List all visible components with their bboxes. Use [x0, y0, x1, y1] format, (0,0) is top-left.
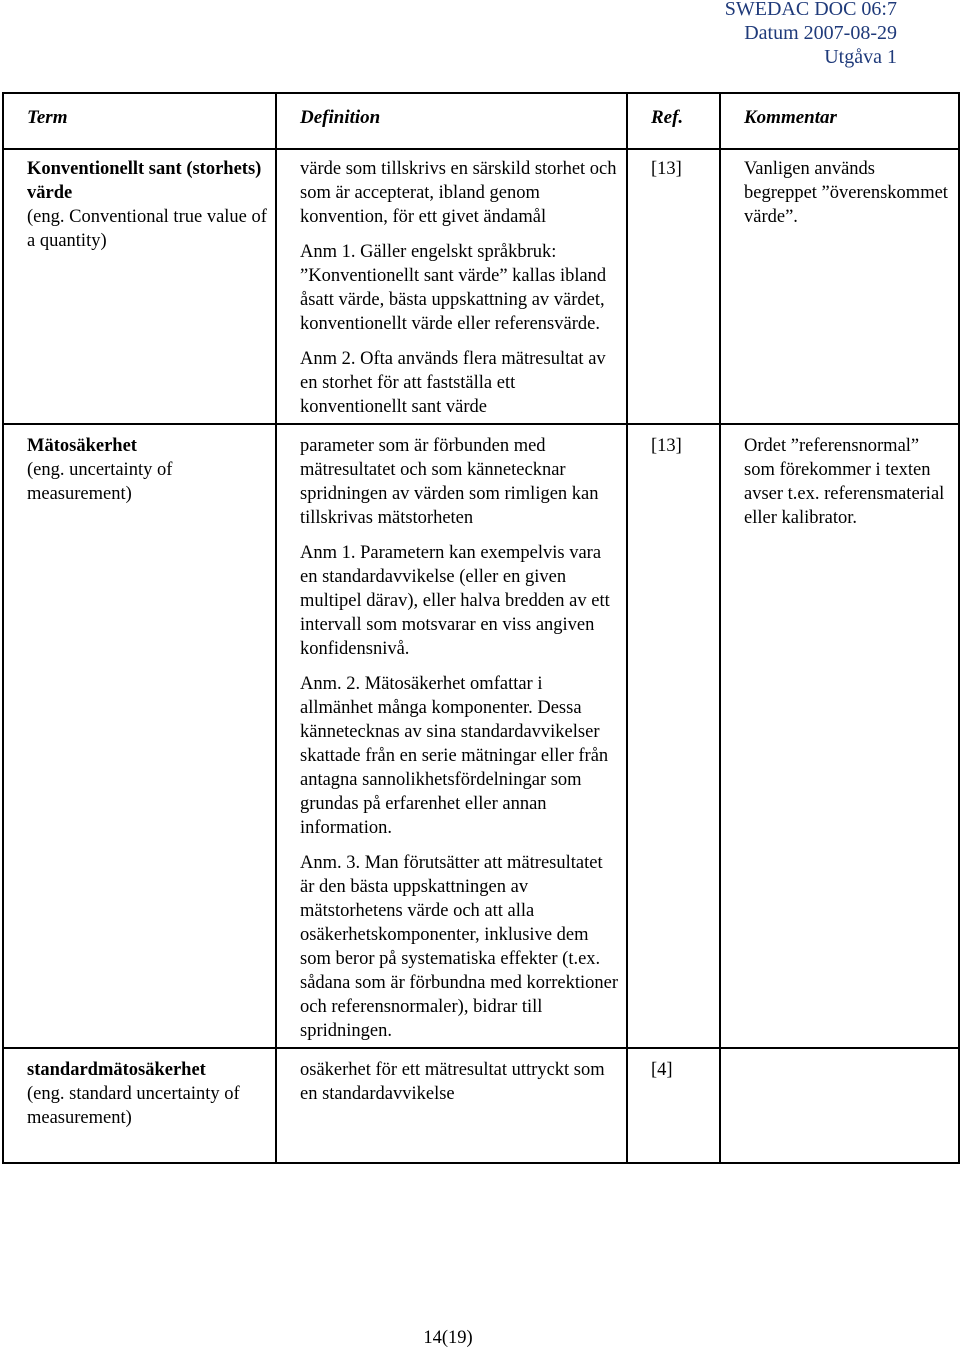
term-cell [3, 149, 276, 424]
document-header [725, 0, 897, 69]
document-id: SWEDAC DOC 06:7 [724, 0, 897, 20]
document-date: Datum 2007-08-29 [744, 22, 897, 44]
definition-note-2: Anm. 2. Mätosäkerhet omfattar i allmänhet många komponenter. Dessa kännetecknas av sina standardavvikelser skattade från en serie mätningar eller från antagna sannolikhetsfördelningar som grundas på erfarenhet eller annan information. [300, 674, 609, 838]
page-number: 14(19) [423, 1328, 473, 1348]
column-header-comment: Kommentar [720, 93, 959, 149]
table-row [3, 424, 959, 1048]
ref-cell [627, 149, 720, 424]
comment-cell [720, 149, 959, 424]
definition-note-1: Anm 1. Gäller engelskt språkbruk: ”Konventionellt sant värde” kallas ibland åsatt värde, bästa uppskattning av värdet, konventionellt värde eller referensvärde. [300, 242, 607, 334]
comment-text: Ordet ”referensnormal” som förekommer i texten avser t.ex. referensmaterial eller kalibrator. [744, 436, 945, 528]
reference: [13] [651, 436, 682, 456]
definition-note-2: Anm 2. Ofta används flera mätresultat av en storhet för att fastställa ett konventionellt sant värde [300, 349, 606, 417]
terms-table [2, 92, 960, 1164]
table-header-row [3, 93, 959, 149]
definition-cell [276, 149, 627, 424]
term-cell [3, 424, 276, 1048]
ref-cell [627, 1048, 720, 1163]
term-name: standardmätosäkerhet [27, 1060, 206, 1080]
ref-cell [627, 424, 720, 1048]
definition-cell [276, 1048, 627, 1163]
comment-cell [720, 1048, 959, 1163]
column-header-definition: Definition [276, 93, 627, 149]
definition-text: värde som tillskrivs en särskild storhet och som är accepterat, ibland genom konvention, för ett givet ändamål [300, 159, 617, 227]
column-header-ref: Ref. [627, 93, 720, 149]
definition-text: osäkerhet för ett mätresultat uttryckt som en standardavvikelse [300, 1060, 605, 1104]
term-cell [3, 1048, 276, 1163]
definition-cell [276, 424, 627, 1048]
term-name: Mätosäkerhet [27, 436, 137, 456]
comment-text: Vanligen används begreppet ”överenskommet värde”. [744, 159, 948, 227]
column-header-term: Term [3, 93, 276, 149]
reference: [13] [651, 159, 682, 179]
reference: [4] [651, 1060, 673, 1080]
definition-text: parameter som är förbunden med mätresultatet och som kännetecknar spridningen av värden som rimligen kan tillskrivas mätstorheten [300, 436, 599, 528]
comment-cell [720, 424, 959, 1048]
definition-note-3: Anm. 3. Man förutsätter att mätresultatet är den bästa uppskattningen av mätstorhetens värde och att alla osäkerhetskomponenter, inklusive dem som beror på systematiska effekter (t.ex. sådana som är förbundna med korrektioner och referensnormaler), bidrar till spridningen. [300, 853, 618, 1041]
term-english: (eng. uncertainty of measurement) [27, 460, 173, 504]
term-name: Konventionellt sant (storhets) värde [27, 159, 262, 203]
table-row [3, 149, 959, 424]
term-english: (eng. standard uncertainty of measurement) [27, 1084, 240, 1128]
term-english: (eng. Conventional true value of a quantity) [27, 207, 267, 251]
table-row [3, 1048, 959, 1163]
document-edition: Utgåva 1 [824, 46, 897, 68]
definition-note-1: Anm 1. Parametern kan exempelvis vara en standardavvikelse (eller en given multipel därav), eller halva bredden av ett intervall som motsvarar en viss angiven konfidensnivå. [300, 543, 610, 659]
